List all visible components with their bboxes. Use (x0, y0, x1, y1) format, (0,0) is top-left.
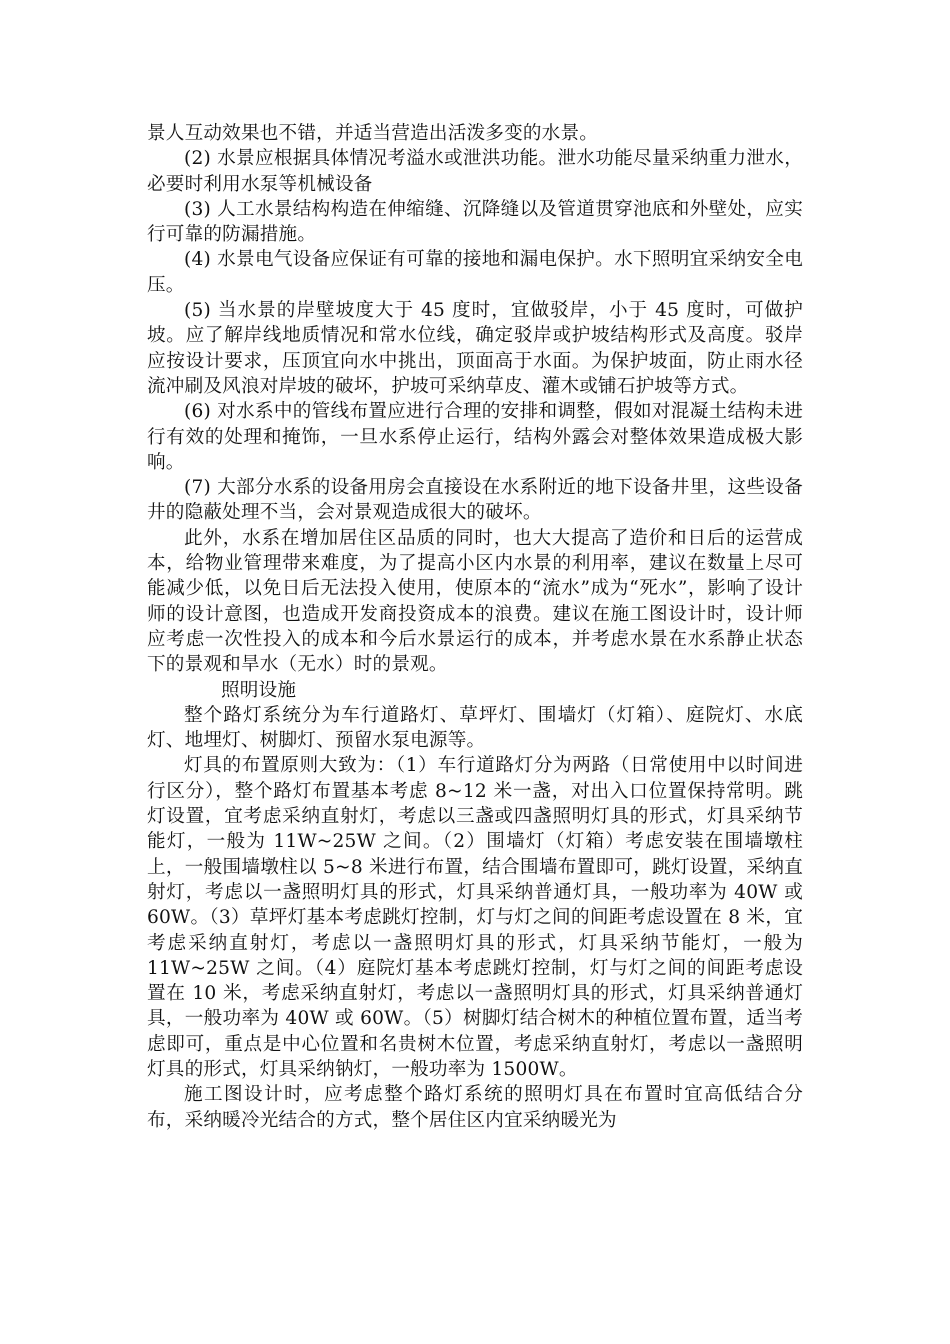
paragraph-item-6: (6) 对水系中的管线布置应进行合理的安排和调整，假如对混凝土结构未进行有效的处理和掩饰，一旦水系停止运行，结构外露会对整体效果造成极大影响。 (147, 401, 803, 473)
paragraph-item-4: (4) 水景电气设备应保证有可靠的接地和漏电保护。水下照明宜采纳安全电压。 (147, 249, 803, 296)
paragraph-item-2: (2) 水景应根据具体情况考溢水或泄洪功能。泄水功能尽量采纳重力泄水，必要时利用水泵等机械设备 (147, 148, 803, 195)
paragraph-item-7: (7) 大部分水系的设备用房会直接设在水系附近的地下设备井里，这些设备井的隐蔽处理不当，会对景观造成很大的破坏。 (147, 477, 803, 524)
document-body (147, 121, 803, 1133)
paragraph-item-5: (5) 当水景的岸壁坡度大于 45 度时，宜做驳岸，小于 45 度时，可做护坡。应了解岸线地质情况和常水位线，确定驳岸或护坡结构形式及高度。驳岸应按设计要求，压顶宜向水中挑出，顶面高于水面。为保护坡面，防止雨水径流冲刷及风浪对岸坡的破坏，护坡可采纳草皮、灌木或铺石护坡等方式。 (147, 300, 803, 397)
paragraph-construction-design: 施工图设计时，应考虑整个路灯系统的照明灯具在布置时宜高低结合分布，采纳暖冷光结合的方式，整个居住区内宜采纳暖光为 (147, 1084, 803, 1131)
section-heading-lighting: 照明设施 (221, 679, 297, 701)
paragraph-lighting-system: 整个路灯系统分为车行道路灯、草坪灯、围墙灯（灯箱）、庭院灯、水底灯、地埋灯、树脚灯、预留水泵电源等。 (147, 704, 803, 752)
paragraph-water-interaction: 景人互动效果也不错，并适当营造出活泼多变的水景。 (147, 123, 599, 144)
paragraph-lighting-principles: 灯具的布置原则大致为：（1）车行道路灯分为两路（日常使用中以时间进行区分），整个路灯布置基本考虑 8~12 米一盏，对出入口位置保持常明。跳灯设置，宜考虑采纳直射灯，考虑以三盏或四盏照明灯具的形式，灯具采纳节能灯，一般为 11W~25W 之间。（2）围墙灯（灯箱）考虑安装在围墙墩柱上，一般围墙墩柱以 5~8 米进行布置，结合围墙布置即可，跳灯设置，采纳直射灯，考虑以一盏照明灯具的形式，灯具采纳普通灯具，一般功率为 40W 或 60W。（3）草坪灯基本考虑跳灯控制，灯与灯之间的间距考虑设置在 8 米，宜考虑采纳直射灯，考虑以一盏照明灯具的形式，灯具采纳节能灯，一般为 11W~25W 之间。（4）庭院灯基本考虑跳灯控制，灯与灯之间的间距考虑设置在 10 米，考虑采纳直射灯，考虑以一盏照明灯具的形式，灯具采纳普通灯具，一般功率为 40W 或 60W。（5）树脚灯结合树木的种植位置布置，适当考虑即可，重点是中心位置和名贵树木位置，考虑采纳直射灯，考虑以一盏照明灯具的形式，灯具采纳钠灯，一般功率为 1500W。 (147, 755, 803, 1080)
paragraph-water-cost: 此外，水系在增加居住区品质的同时，也大大提高了造价和日后的运营成本，给物业管理带来难度，为了提高小区内水景的利用率，建议在数量上尽可能减少低，以免日后无法投入使用，使原本的“流水”成为“死水”，影响了设计师的设计意图，也造成开发商投资成本的浪费。建议在施工图设计时，设计师应考虑一次性投入的成本和今后水景运行的成本，并考虑水景在水系静止状态下的景观和旱水（无水）时的景观。 (147, 527, 803, 676)
paragraph-item-3: (3) 人工水景结构构造在伸缩缝、沉降缝以及管道贯穿池底和外壁处，应实行可靠的防漏措施。 (147, 198, 803, 246)
